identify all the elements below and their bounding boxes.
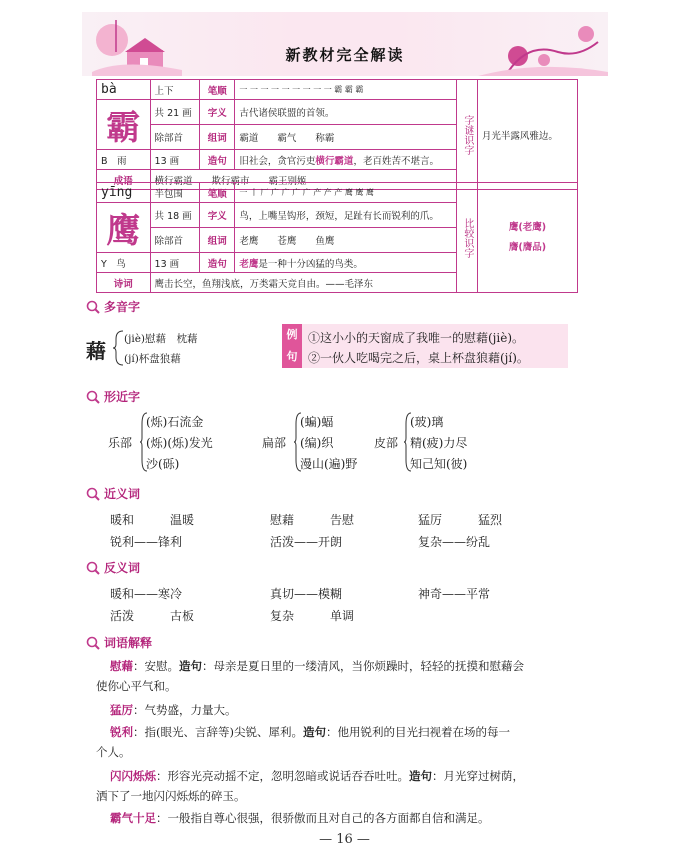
example-1: ①这小小的天窗成了我唯一的慰藉(jiè)。 [308,331,525,345]
group-label: 扁部 [262,436,287,450]
example-tab: 例句 [282,324,302,368]
magnifier-icon [86,487,100,501]
side-riddle: 月光半露风雅边。 [477,80,577,190]
page-header [82,12,608,76]
vocab-entry: 慰藉：安慰。造句：母亲是夏日里的一缕清风，当你烦躁时，轻轻的抚摸和慰藉会 [110,659,524,673]
sentence-label: 造句 [200,150,235,170]
group-label: 皮部 [374,436,399,450]
antonym-pair: 暖和——寒冷 [110,587,183,601]
radical: 除部首 [150,125,200,150]
stroke-count: 共 21 画 [150,100,200,125]
section-vocab: 词语解释 [86,634,152,651]
char-table-ba [96,79,578,190]
meaning-label: 字义 [200,100,235,125]
synonym-pair: 复杂——纷乱 [418,535,491,549]
synonym-word: 温暖 [170,513,195,527]
pinyin-ying: yīng [97,183,151,203]
synonym-word: 慰藉 [270,513,295,527]
side-compare: 鹰(老鹰) 膺(膺品) [477,183,577,293]
polyphone-char: 藉 [86,339,106,363]
antonym-word: 复杂 [270,609,295,623]
synonym-word: 猛烈 [478,513,503,527]
words-label: 组词 [200,125,235,150]
words: 霸道 霸气 称霸 [235,125,456,150]
big-char-ba: 霸 [97,100,151,150]
example-box [282,324,568,368]
idioms: 横行霸道 欺行霸市 霸王别姬 [150,170,456,190]
antonym-word: 单调 [330,609,355,623]
radical: 除部首 [150,228,200,253]
group-item: (烁)(烁)发光 [146,436,213,450]
group-item: 漫山(遍)野 [300,457,358,471]
big-char-ying: 鹰 [97,203,151,253]
side-label: 比较识字 [456,183,477,293]
example-2: ②一伙人吃喝完之后，桌上杯盘狼藉(jí)。 [308,351,529,365]
meaning: 鸟，上嘴呈钩形，颈短，足趾有长而锐利的爪。 [235,203,456,228]
structure: 半包围 [150,183,200,203]
strokes: ⼀ ⼁ 厂 广 广 广 广 产 产 产 鹰 鹰 鹰 [235,183,456,203]
structure: 上下 [150,80,200,100]
vocab-entry: 锐利：指(眼光、言辞等)尖锐、犀利。造句：他用锐利的目光扫视着在场的每一 [110,725,510,739]
poem-label: 诗词 [97,273,151,293]
char-table-ying [96,182,578,293]
index: Y 鸟 [97,253,151,273]
synonym-pair: 锐利——锋利 [110,535,183,549]
vocab-entry-cont: 个人。 [96,745,131,759]
page-title: 新教材完全解读 [285,46,405,64]
brace-icon [140,412,148,472]
stroke-count: 共 18 画 [150,203,200,228]
polyphone-reading-2: (jí)杯盘狼藉 [124,353,181,365]
pinyin-ba: bà [97,80,151,100]
meaning-label: 字义 [200,203,235,228]
magnifier-icon [86,636,100,650]
synonym-word: 告慰 [330,513,355,527]
magnifier-icon [86,561,100,575]
index: B 雨 [97,150,151,170]
sentence: 老鹰是一种十分凶猛的鸟类。 [235,253,456,273]
magnifier-icon [86,300,100,314]
section-synonyms: 近义词 [86,485,140,502]
antonym-word: 活泼 [110,609,135,623]
vocab-entry: 闪闪烁烁：形容光亮动摇不定，忽明忽暗或说话吞吞吐吐。造句：月光穿过树荫， [110,769,524,783]
brace-icon [404,412,412,472]
poem: 鹰击长空，鱼翔浅底，万类霜天竞自由。——毛泽东 [150,273,456,293]
magnifier-icon [86,390,100,404]
synonym-word: 猛厉 [418,513,443,527]
group-label: 乐部 [108,436,133,450]
brace-icon [112,330,124,366]
polyphone-reading-1: (jiè)慰藉 枕藉 [124,333,198,345]
strokes: ⼀ ⼀ ⼀ ⼀ ⼀ ⼀ ⼀ ⼀ ⼀ 霸 霸 霸 [235,80,456,100]
vocab-entry-cont: 使你心平气和。 [96,679,177,693]
group-item: (烁)石流金 [146,415,204,429]
sentence: 旧社会，贪官污吏横行霸道，老百姓苦不堪言。 [235,150,456,170]
page-number: — 16 — [319,832,370,847]
section-polyphone: 多音字 [86,298,140,315]
stroke-n: 13 画 [150,253,200,273]
meaning: 古代诸侯联盟的首领。 [235,100,456,125]
idiom-label: 成语 [97,170,151,190]
sentence-label: 造句 [200,253,235,273]
antonym-pair: 神奇——平常 [418,587,491,601]
group-item: 精(疲)力尽 [410,436,468,450]
group-item: (编)织 [300,436,334,450]
group-item: 知己知(彼) [410,457,468,471]
group-item: (蝙)蝠 [300,415,334,429]
vocab-entry: 猛厉：气势盛，力量大。 [110,703,237,717]
section-antonyms: 反义词 [86,559,140,576]
stroke-n: 13 画 [150,150,200,170]
vocab-entry: 霸气十足：一般指自尊心很强，很骄傲而且对自己的各方面都自信和满足。 [110,811,490,825]
vocab-entry-cont: 洒下了一地闪闪烁烁的碎玉。 [96,789,246,803]
strokes-label: 笔顺 [200,80,235,100]
synonym-pair: 活泼——开朗 [270,535,343,549]
synonym-word: 暖和 [110,513,135,527]
antonym-word: 古板 [170,609,195,623]
brace-icon [294,412,302,472]
group-item: 沙(砾) [146,457,180,471]
antonym-pair: 真切——模糊 [270,587,343,601]
side-label: 字谜识字 [456,80,477,190]
words: 老鹰 苍鹰 鱼鹰 [235,228,456,253]
group-item: (玻)璃 [410,415,444,429]
words-label: 组词 [200,228,235,253]
strokes-label: 笔顺 [200,183,235,203]
section-similar-shape: 形近字 [86,388,140,405]
